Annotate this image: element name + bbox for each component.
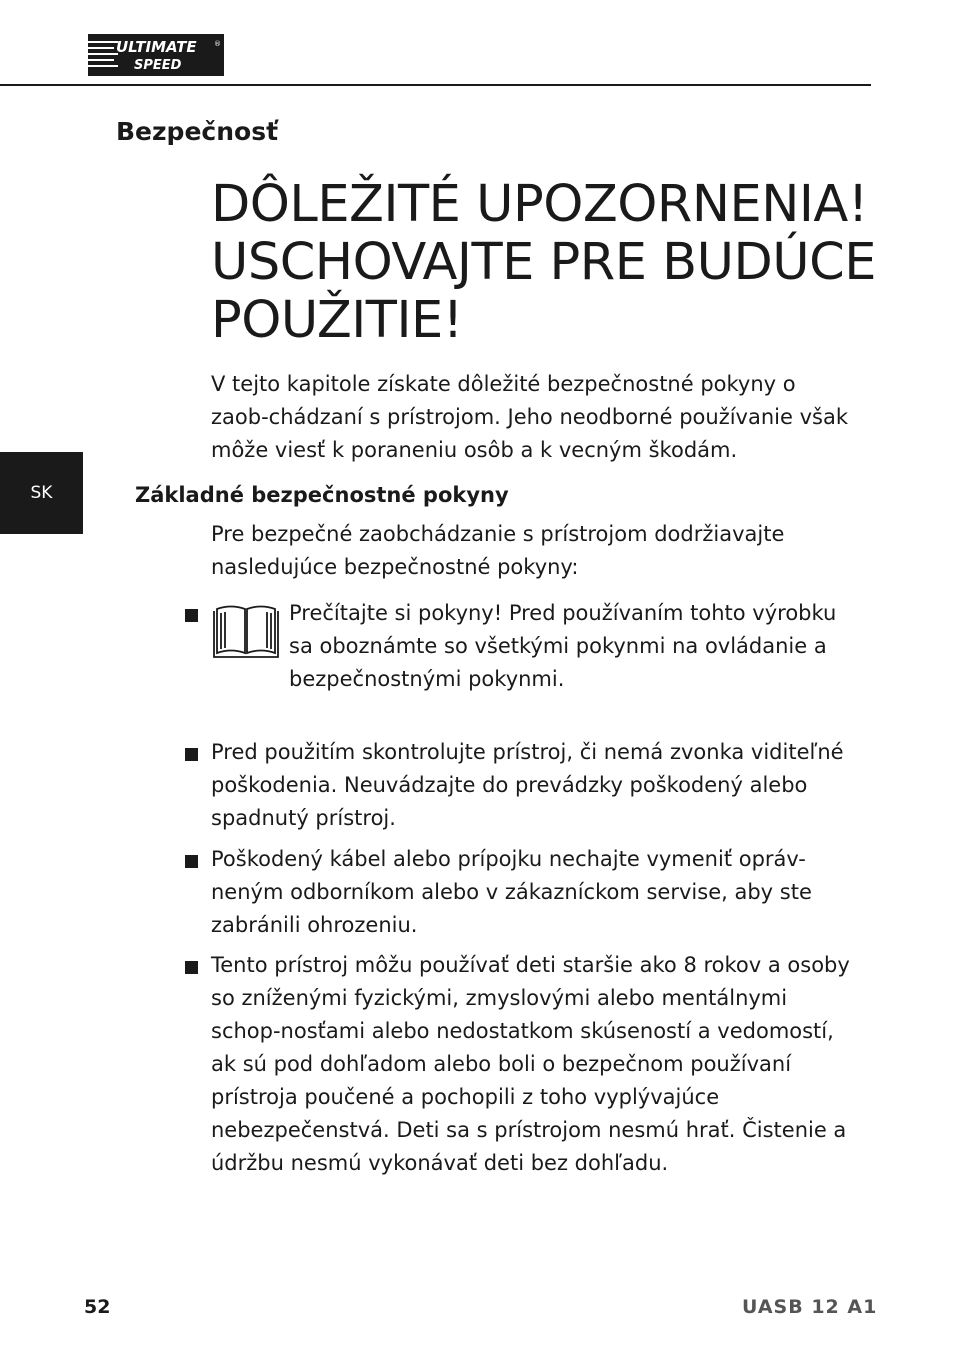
logo-line2: SPEED xyxy=(134,58,182,73)
list-bullet xyxy=(185,609,198,622)
list-item-damaged-cable: Poškodený kábel alebo prípojku nechajte vymeniť opráv-neným odborníkom alebo v zákazníckom servise, aby ste zabránili ohrozeniu. xyxy=(211,847,812,937)
subheading-intro: Pre bezpečné zaobchádzanie s prístrojom dodržiavajte nasledujúce bezpečnostné pokyny: xyxy=(211,522,785,579)
list-item-check-device: Pred použitím skontrolujte prístroj, či nemá zvonka viditeľné poškodenia. Neuvádzajte do prevádzky poškodený alebo spadnutý prístroj. xyxy=(211,740,844,830)
language-tab-label: SK xyxy=(30,483,53,503)
book-icon xyxy=(211,603,281,661)
list-bullet xyxy=(185,855,198,868)
list-item-children-usage: Tento prístroj môžu používať deti staršie ako 8 rokov a osoby so zníženými fyzickými, zmyslovými alebo mentálnymi schop-nosťami alebo nedostatkom skúseností a vedomostí, ak sú pod dohľadom alebo boli o bezpečnom používaní prístroja poučené a pochopili z toho vyplývajúce nebezpečenstvá. Deti sa s prístrojom nesmú hrať. Čistenie a údržbu nesmú vykonávať deti bez dohľadu. xyxy=(211,953,850,1175)
page-number: 52 xyxy=(84,1296,111,1318)
header-rule xyxy=(0,84,871,86)
subheading: Základné bezpečnostné pokyny xyxy=(135,483,509,507)
list-item-read-instructions: Prečítajte si pokyny! Pred používaním tohto výrobku sa oboznámte so všetkými pokynmi na ovládanie a bezpečnostnými pokynmi. xyxy=(289,601,837,691)
language-tab xyxy=(0,452,83,534)
logo-registered-mark: ® xyxy=(214,40,221,48)
ultimate-speed-logo xyxy=(84,30,224,78)
list-bullet xyxy=(185,748,198,761)
list-bullet xyxy=(185,961,198,974)
main-title: DÔLEŽITÉ UPOZORNENIA! USCHOVAJTE PRE BUDÚCE POUŽITIE! xyxy=(211,175,876,350)
section-heading: Bezpečnosť xyxy=(116,117,279,146)
model-code: UASB 12 A1 xyxy=(742,1296,878,1318)
logo-line1: ULTIMATE xyxy=(116,38,197,56)
intro-paragraph: V tejto kapitole získate dôležité bezpečnostné pokyny o zaob-chádzaní s prístrojom. Jeho neodborné používanie však môže viesť k poraneniu osôb a k vecným škodám. xyxy=(211,372,848,462)
